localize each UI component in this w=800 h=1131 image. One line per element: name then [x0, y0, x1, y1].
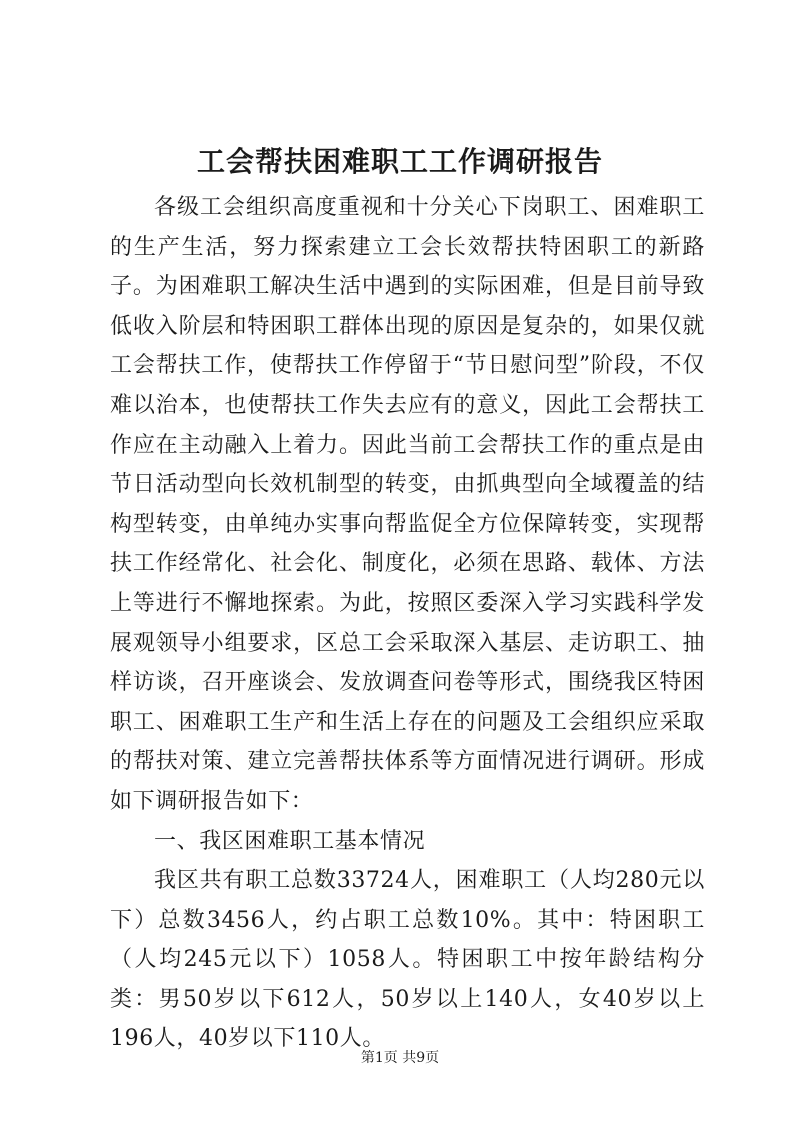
paragraph-intro: 各级工会组织高度重视和十分关心下岗职工、困难职工的生产生活，努力探索建立工会长效帮扶特困职工的新路子。为困难职工解决生活中遇到的实际困难，但是目前导致低收入阶层和特困职工群体出现的原因是复杂的，如果仅就工会帮扶工作，使帮扶工作停留于“节日慰问型”阶段，不仅难以治本，也使帮扶工作失去应有的意义，因此工会帮扶工作应在主动融入上着力。因此当前工会帮扶工作的重点是由节日活动型向长效机制型的转变，由抓典型向全域覆盖的结构型转变，由单纯办实事向帮监促全方位保障转变，实现帮扶工作经常化、社会化、制度化，必须在思路、载体、方法上等进行不懈地探索。为此，按照区委深入学习实践科学发展观领导小组要求，区总工会采取深入基层、走访职工、抽样访谈，召开座谈会、发放调查问卷等形式，围绕我区特困职工、困难职工生产和生活上存在的问题及工会组织应采取的帮扶对策、建立完善帮扶体系等方面情况进行调研。形成如下调研报告如下：	[110, 195, 705, 814]
document-body	[110, 188, 705, 1059]
paragraph-statistics: 我区共有职工总数33724人，困难职工（人均280元以下）总数3456人，约占职工总数10%。其中：特困职工（人均245元以下）1058人。特困职工中按年龄结构分类：男50岁以下612人，50岁以上140人，女40岁以上196人，40岁以下110人。	[110, 868, 705, 1052]
section-heading: 一、我区困难职工基本情况	[154, 828, 426, 854]
page-number-footer: 第1页 共9页	[360, 1050, 440, 1066]
document-title: 工会帮扶困难职工工作调研报告	[196, 145, 603, 178]
